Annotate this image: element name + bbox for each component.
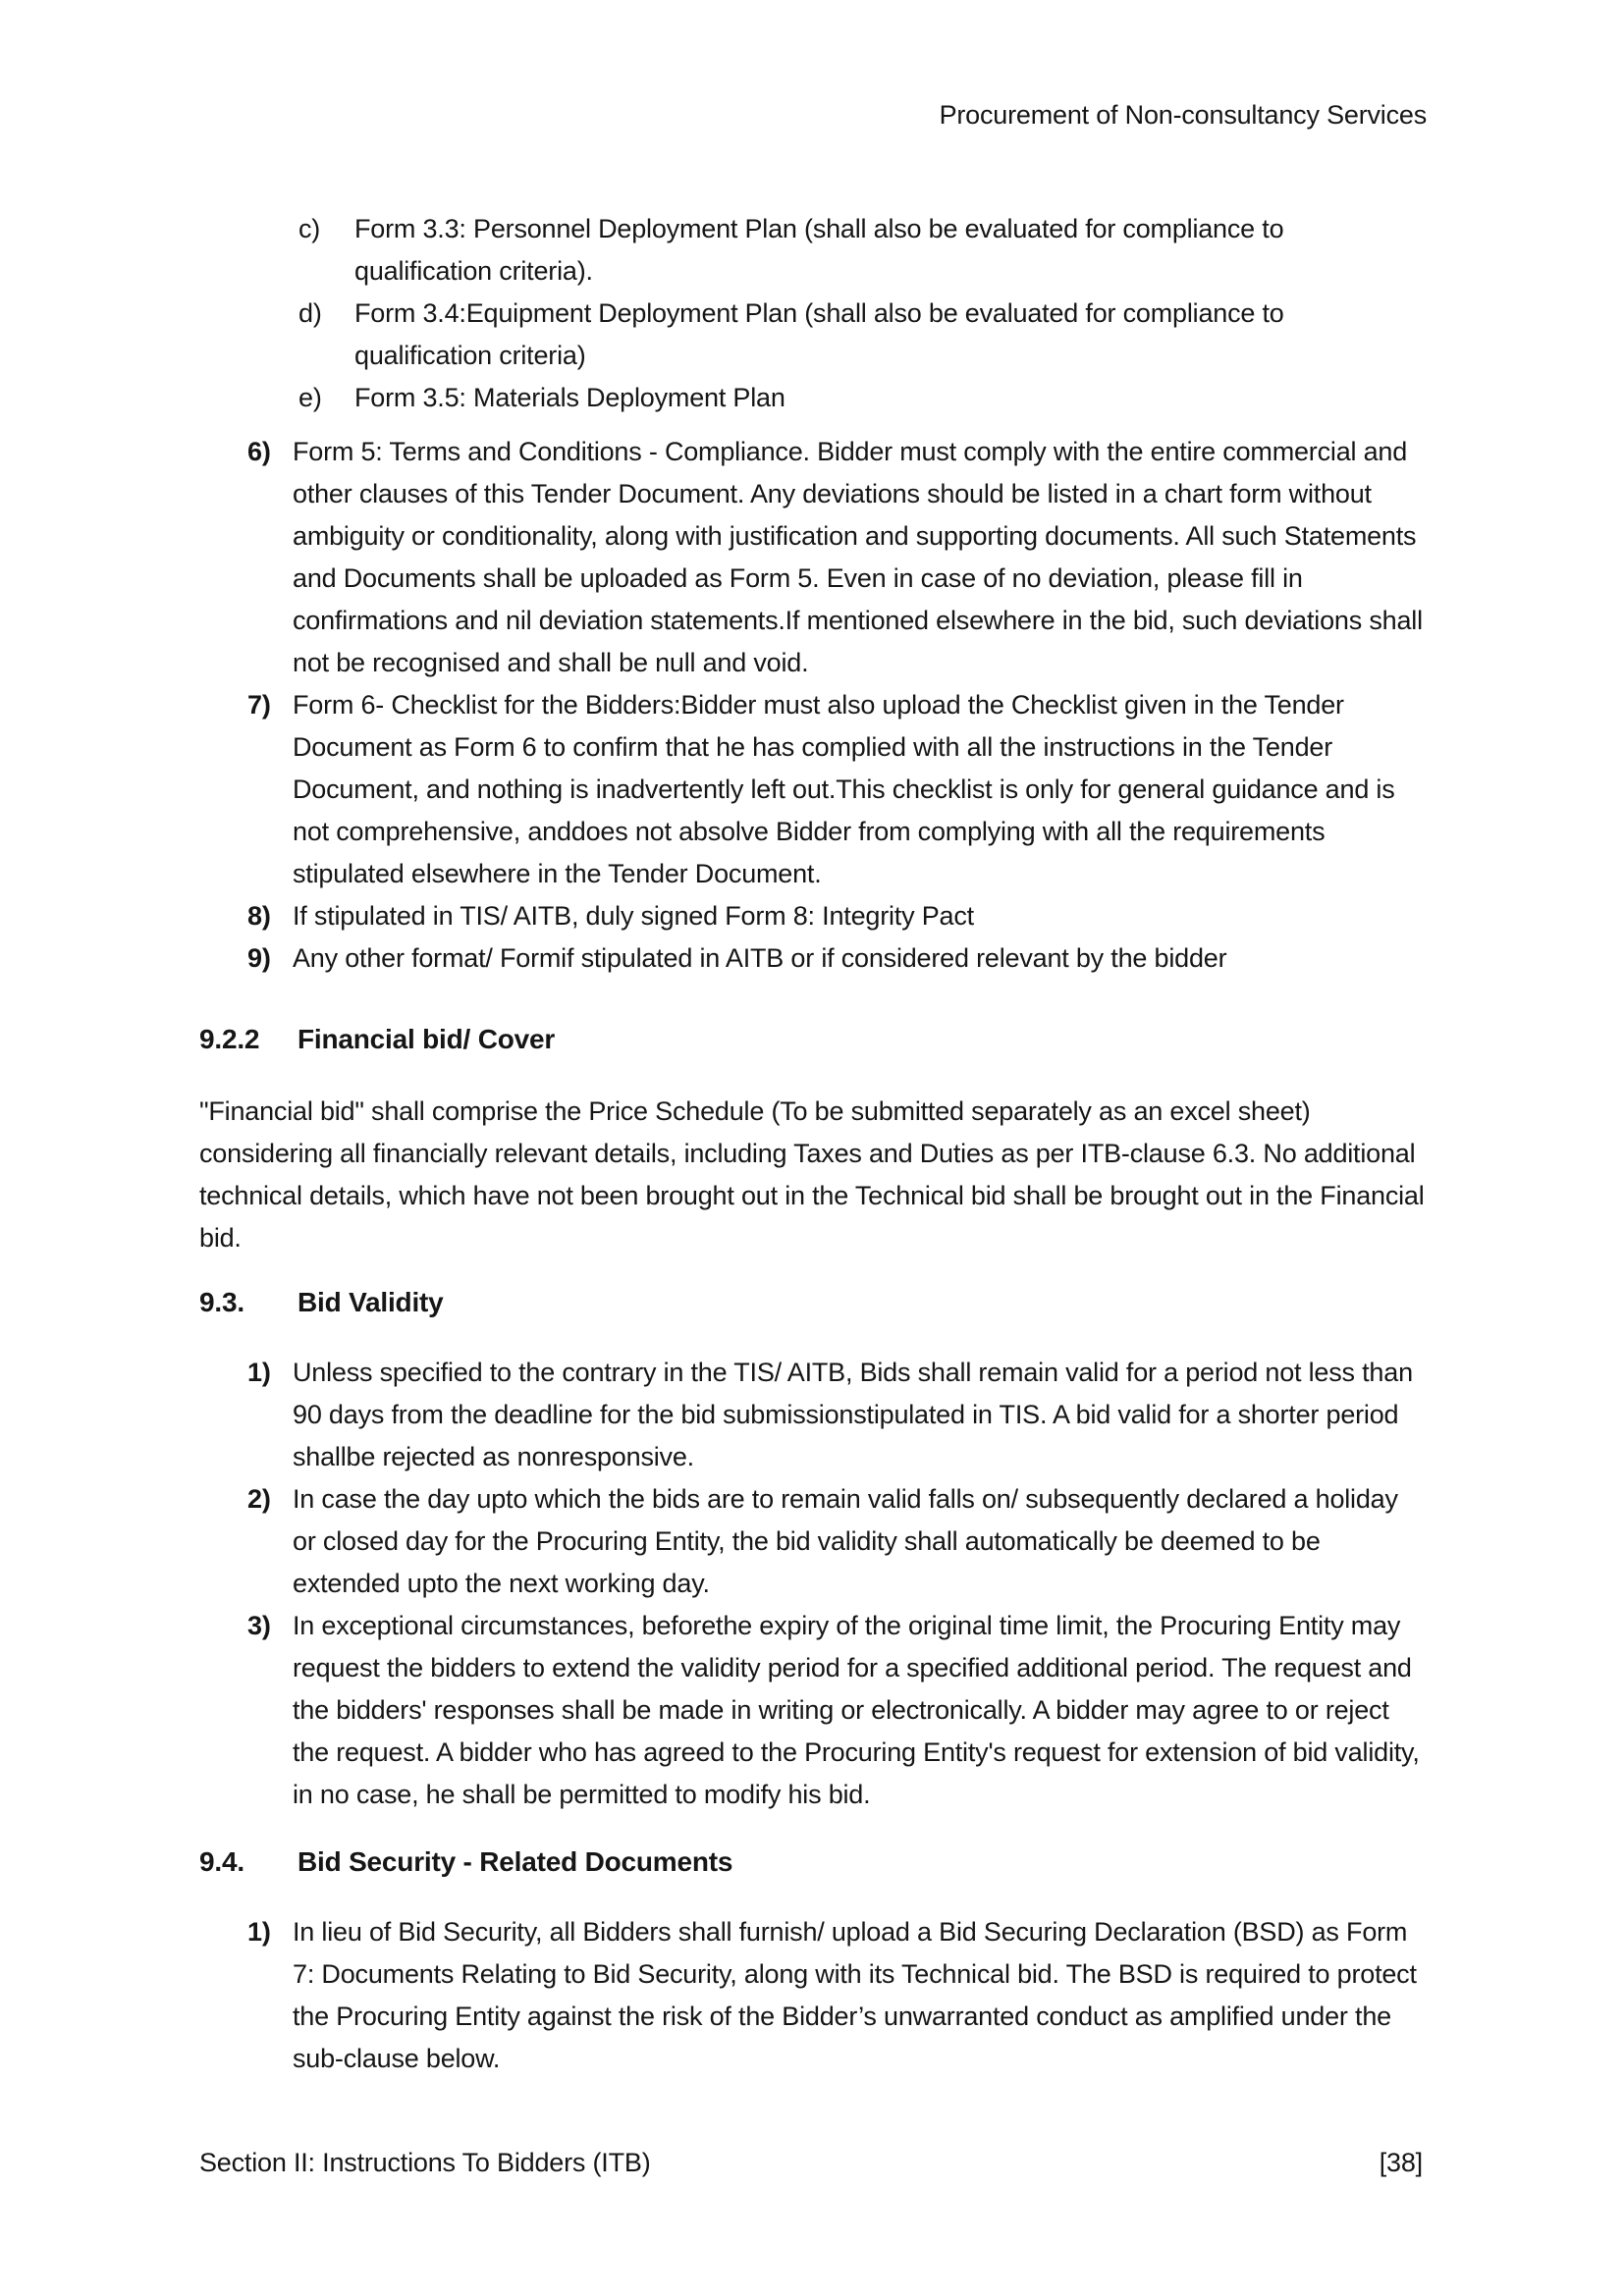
section-heading-93 — [199, 1281, 1427, 1323]
section-title: Financial bid/ Cover — [298, 1024, 556, 1054]
list-item-text: Form 6- Checklist for the Bidders:Bidder must also upload the Checklist given in the Tender Document as Form 6 to confirm that he has complied with all the instructions in the Tender Document, and nothing is inadvertently left out.This checklist is only for general guidance and is not comprehensive, anddoes not absolve Bidder from complying with all the requirements stipulated elsewhere in the Tender Document. — [293, 690, 1395, 888]
section-title: Bid Security - Related Documents — [298, 1846, 733, 1877]
list-item — [199, 1352, 1427, 1478]
list-item-marker: 6) — [247, 437, 271, 466]
section-94-list — [199, 1911, 1427, 2080]
list-item-marker: 8) — [247, 901, 271, 931]
list-item-text: Form 3.5: Materials Deployment Plan — [354, 383, 785, 412]
list-item-text: In lieu of Bid Security, all Bidders shall furnish/ upload a Bid Securing Declaration (BSD) as Form 7: Documents Relating to Bid Security, along with its Technical bid. The BSD is required to protect the Procuring Entity against the risk of the Bidder’s unwarranted conduct as amplified under the sub-clause below. — [293, 1917, 1417, 2073]
section-heading-94 — [199, 1841, 1427, 1883]
list-item-text: In exceptional circumstances, beforethe expiry of the original time limit, the Procuring Entity may request the bidders to extend the validity period for a specified additional period. The request and the bidders' responses shall be made in writing or electronically. A bidder may agree to or reject the request. A bidder who has agreed to the Procuring Entity's request for extension of bid validity, in no case, he shall be permitted to modify his bid. — [293, 1611, 1420, 1809]
list-item — [199, 431, 1427, 684]
list-item — [199, 937, 1427, 980]
page-footer — [199, 2142, 1423, 2184]
list-item-marker: c) — [298, 214, 321, 243]
list-item — [199, 293, 1427, 377]
list-item-marker: 2) — [247, 1484, 271, 1514]
section-number: 9.3. — [199, 1287, 244, 1317]
list-item — [199, 1605, 1427, 1816]
list-item — [199, 1478, 1427, 1605]
lettered-list — [199, 208, 1427, 419]
list-item-marker: e) — [298, 383, 322, 412]
list-item-marker: 7) — [247, 690, 271, 720]
list-item-text: Form 5: Terms and Conditions - Compliance. Bidder must comply with the entire commercial and other clauses of this Tender Document. Any deviations should be listed in a chart form without ambiguity or conditionality, along with justification and supporting documents. All such Statements and Documents shall be uploaded as Form 5. Even in case of no deviation, please fill in confirmations and nil deviation statements.If mentioned elsewhere in the bid, such deviations shall not be recognised and shall be null and void. — [293, 437, 1423, 677]
list-item-marker: 9) — [247, 943, 271, 973]
list-item-text: Any other format/ Formif stipulated in AITB or if considered relevant by the bidder — [293, 943, 1227, 973]
section-title: Bid Validity — [298, 1287, 444, 1317]
footer-section-label: Section II: Instructions To Bidders (ITB) — [199, 2148, 651, 2177]
section-922-paragraph: "Financial bid" shall comprise the Price Schedule (To be submitted separately as an excel sheet) considering all financially relevant details, including Taxes and Duties as per ITB-clause 6.3. No additional technical details, which have not been brought out in the Technical bid shall be brought out in the Financial bid. — [199, 1096, 1425, 1253]
section-number: 9.2.2 — [199, 1024, 260, 1054]
list-item-marker: 1) — [247, 1917, 271, 1947]
list-item — [199, 1911, 1427, 2080]
list-item-text: In case the day upto which the bids are to remain valid falls on/ subsequently declared a holiday or closed day for the Procuring Entity, the bid validity shall automatically be deemed to be extended upto the next working day. — [293, 1484, 1398, 1598]
section-93-list — [199, 1352, 1427, 1816]
list-item — [199, 895, 1427, 937]
list-item-marker: d) — [298, 298, 322, 328]
list-item-text: Form 3.3: Personnel Deployment Plan (shall also be evaluated for compliance to qualification criteria). — [354, 214, 1284, 286]
section-number: 9.4. — [199, 1846, 244, 1877]
footer-page-number: [38] — [1379, 2148, 1423, 2177]
list-item-marker: 1) — [247, 1358, 271, 1387]
list-item-text: Form 3.4:Equipment Deployment Plan (shall also be evaluated for compliance to qualification criteria) — [354, 298, 1284, 370]
list-item-marker: 3) — [247, 1611, 271, 1640]
page-header-text: Procurement of Non-consultancy Services — [939, 100, 1427, 130]
list-item — [199, 208, 1427, 293]
list-item — [199, 684, 1427, 895]
section-heading-922 — [199, 1018, 1427, 1060]
list-item — [199, 377, 1427, 419]
numbered-list — [199, 431, 1427, 980]
list-item-text: Unless specified to the contrary in the TIS/ AITB, Bids shall remain valid for a period not less than 90 days from the deadline for the bid submissionstipulated in TIS. A bid valid for a shorter period shallbe rejected as nonresponsive. — [293, 1358, 1413, 1471]
list-item-text: If stipulated in TIS/ AITB, duly signed Form 8: Integrity Pact — [293, 901, 974, 931]
